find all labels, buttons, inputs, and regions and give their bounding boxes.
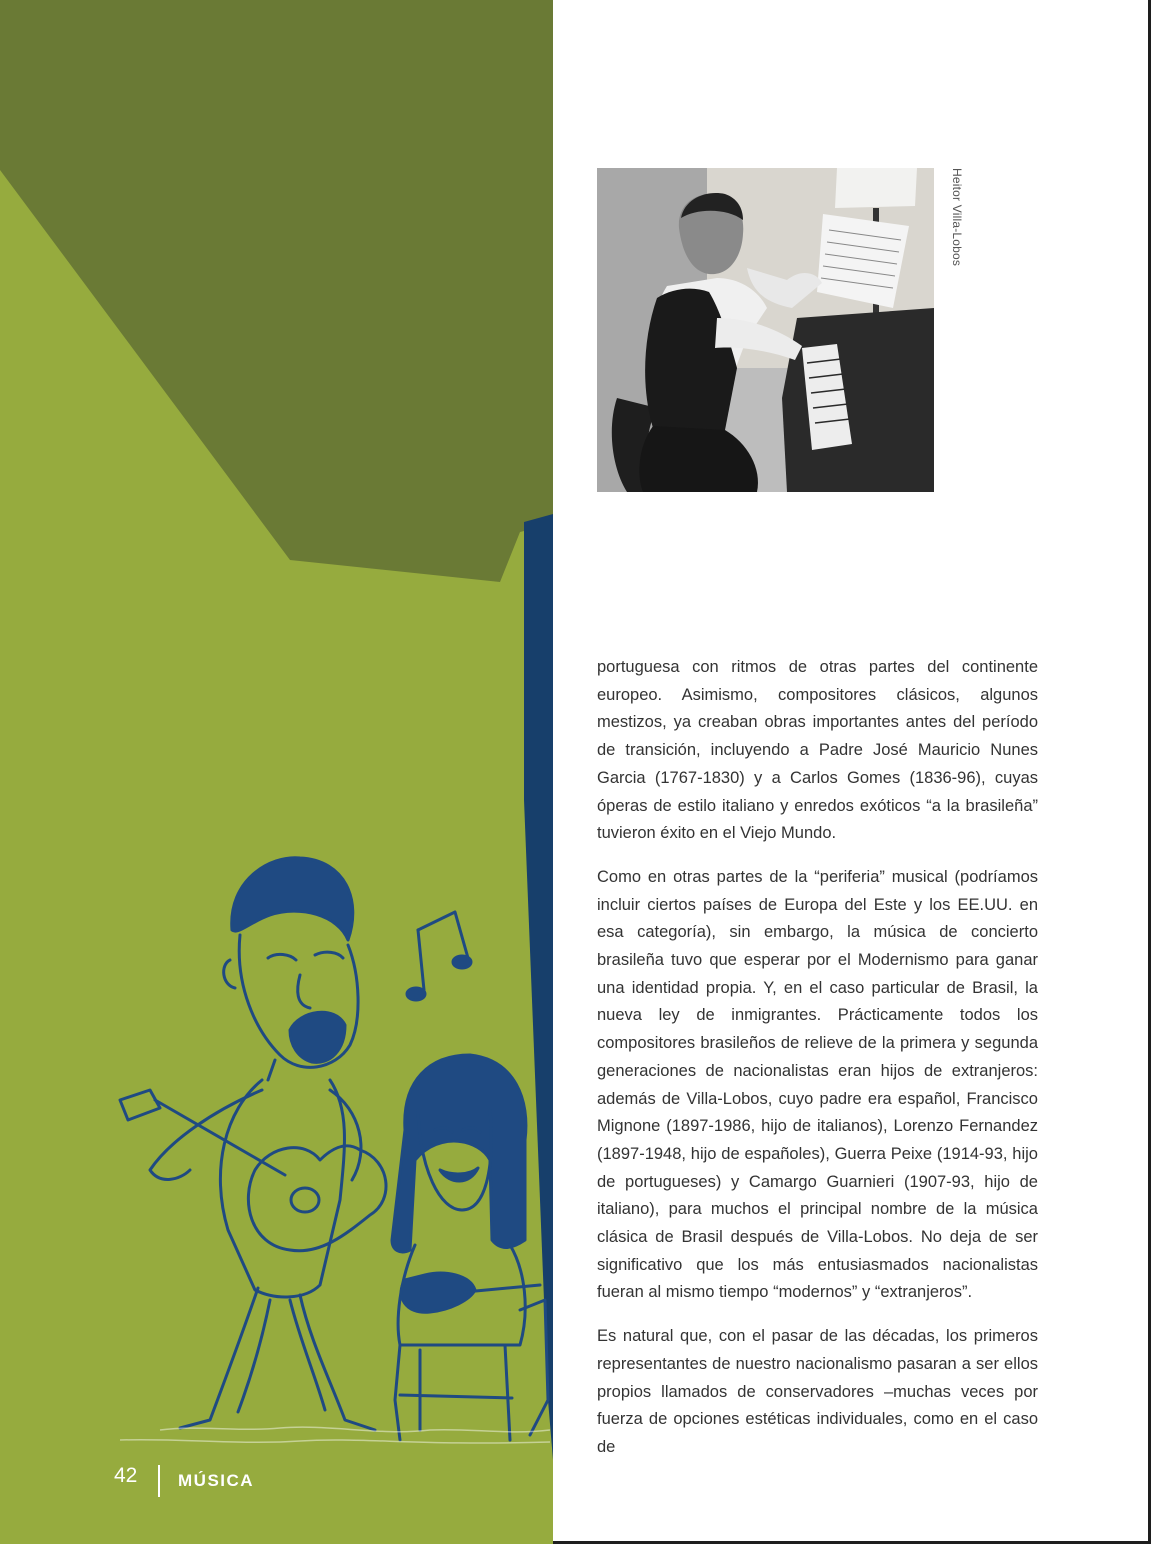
photo-caption: Heitor Villa-Lobos bbox=[950, 168, 964, 267]
footer-divider bbox=[158, 1465, 160, 1497]
article-paragraph: portuguesa con ritmos de otras partes del continente europeo. Asimismo, compositores clásicos, algunos mestizos, ya creaban obras importantes antes del período de transición, incluyendo a Padre José Mauricio Nunes Garcia (1767-1830) y a Carlos Gomes (1836-96), cuyas óperas de estilo italiano y enredos exóticos “a la brasileña” tuvieron éxito en el Viejo Mundo. bbox=[597, 658, 1038, 843]
photo-lamp-shade bbox=[835, 168, 917, 208]
page-number: 42 bbox=[114, 1464, 138, 1487]
decorative-illustration-panel bbox=[0, 0, 553, 1544]
photo-svg bbox=[597, 168, 934, 492]
article-paragraph: Es natural que, con el pasar de las décadas, los primeros representantes de nuestro nacionalismo pasaran a ser ellos propios llamados de conservadores –muchas veces por fuerza de opciones estéticas individuales, como en el caso de bbox=[597, 1327, 1038, 1456]
article-text bbox=[597, 654, 1038, 1478]
photo-piano bbox=[782, 308, 934, 492]
illustration-svg bbox=[0, 0, 553, 1544]
section-label: MÚSICA bbox=[178, 1471, 255, 1490]
photo-sheet-music bbox=[817, 214, 909, 308]
villa-lobos-photo bbox=[597, 168, 934, 492]
article-paragraph: Como en otras partes de la “periferia” musical (podríamos incluir ciertos países de Europa del Este y los EE.UU. en esa categoría), sin embargo, la música de concierto brasileña tuvo que esperar por el Modernismo para ganar una identidad propia. Y, en el caso particular de Brasil, la nueva ley de inmigrantes. Prácticamente todos los compositores brasileños de relieve de la primera y segunda generaciones de nacionalistas eran hijos de extranjeros: además de Villa-Lobos, cuyo padre era español, Francisco Mignone (1897-1986, hijo de italianos), Lorenzo Fernandez (1897-1948, hijo de españoles), Guerra Peixe (1914-93, hijo de portugueses) y Camargo Guarnieri (1907-93, hijo de italiano), para muchos el principal nombre de la música clásica de Brasil después de Villa-Lobos. No deja de ser significativo que los más entusiasmados nacionalistas fueran al mismo tiempo “modernos” y “extranjeros”. bbox=[597, 867, 1038, 1302]
